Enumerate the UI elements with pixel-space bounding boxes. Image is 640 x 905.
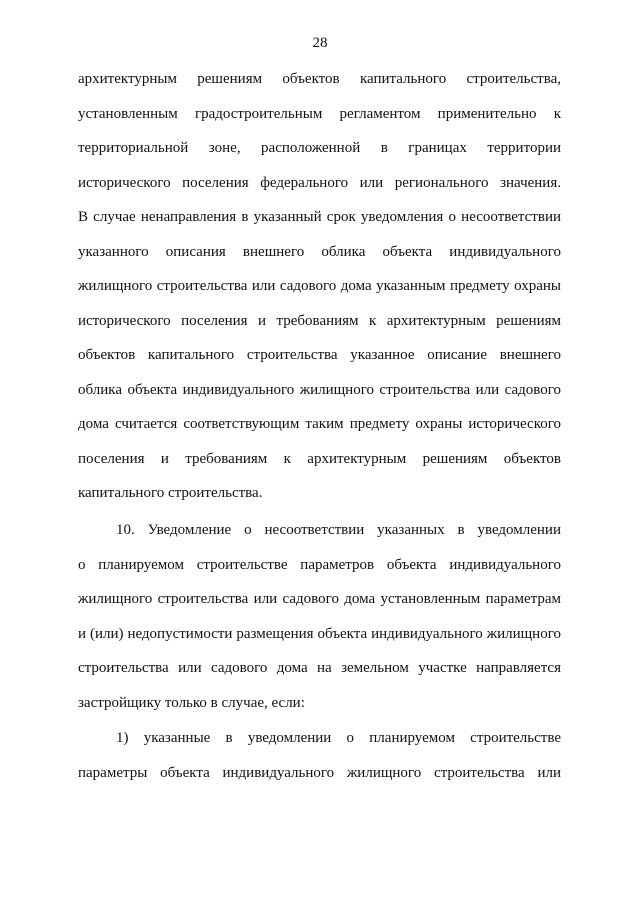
text-line: жилищного строительства или садового дома указанным предмету охраны xyxy=(78,278,561,294)
text-line: о планируемом строительстве параметров объекта индивидуального xyxy=(78,556,561,573)
text-line: застройщику только в случае, если: xyxy=(78,694,305,711)
text-line: объектов капитального строительства указанное описание внешнего xyxy=(78,347,561,363)
text-line: строительства или садового дома на земельном участке направляется xyxy=(78,660,561,676)
text-line: установленным градостроительным регламентом применительно к xyxy=(78,105,561,122)
paragraph-continuation xyxy=(78,70,561,519)
text-line: облика объекта индивидуального жилищного строительства или садового xyxy=(78,381,561,398)
text-line: исторического поселения федерального или регионального значения. xyxy=(78,174,561,191)
paragraph-subitem-1 xyxy=(78,729,561,798)
text-line: указанного описания внешнего облика объекта индивидуального xyxy=(78,243,561,260)
text-line: параметры объекта индивидуального жилищного строительства или xyxy=(78,764,561,781)
text-line: и (или) недопустимости размещения объекта индивидуального жилищного xyxy=(78,625,561,642)
text-line: капитального строительства. xyxy=(78,485,263,501)
text-line: исторического поселения и требованиям к архитектурным решениям xyxy=(78,312,561,329)
text-line: жилищного строительства или садового дома установленным параметрам xyxy=(78,591,561,607)
text-line: 10. Уведомление о несоответствии указанных в уведомлении xyxy=(116,522,561,538)
text-line: территориальной зоне, расположенной в границах территории xyxy=(78,140,561,156)
paragraph-item-10 xyxy=(78,521,561,728)
text-line: архитектурным решениям объектов капитального строительства, xyxy=(78,71,561,87)
text-line: поселения и требованиям к архитектурным решениям объектов xyxy=(78,450,561,467)
text-line: 1) указанные в уведомлении о планируемом строительстве xyxy=(116,730,561,746)
text-line: дома считается соответствующим таким предмету охраны исторического xyxy=(78,416,561,432)
page-number: 28 xyxy=(312,35,328,51)
text-line: В случае ненаправления в указанный срок уведомления о несоответствии xyxy=(78,209,561,225)
